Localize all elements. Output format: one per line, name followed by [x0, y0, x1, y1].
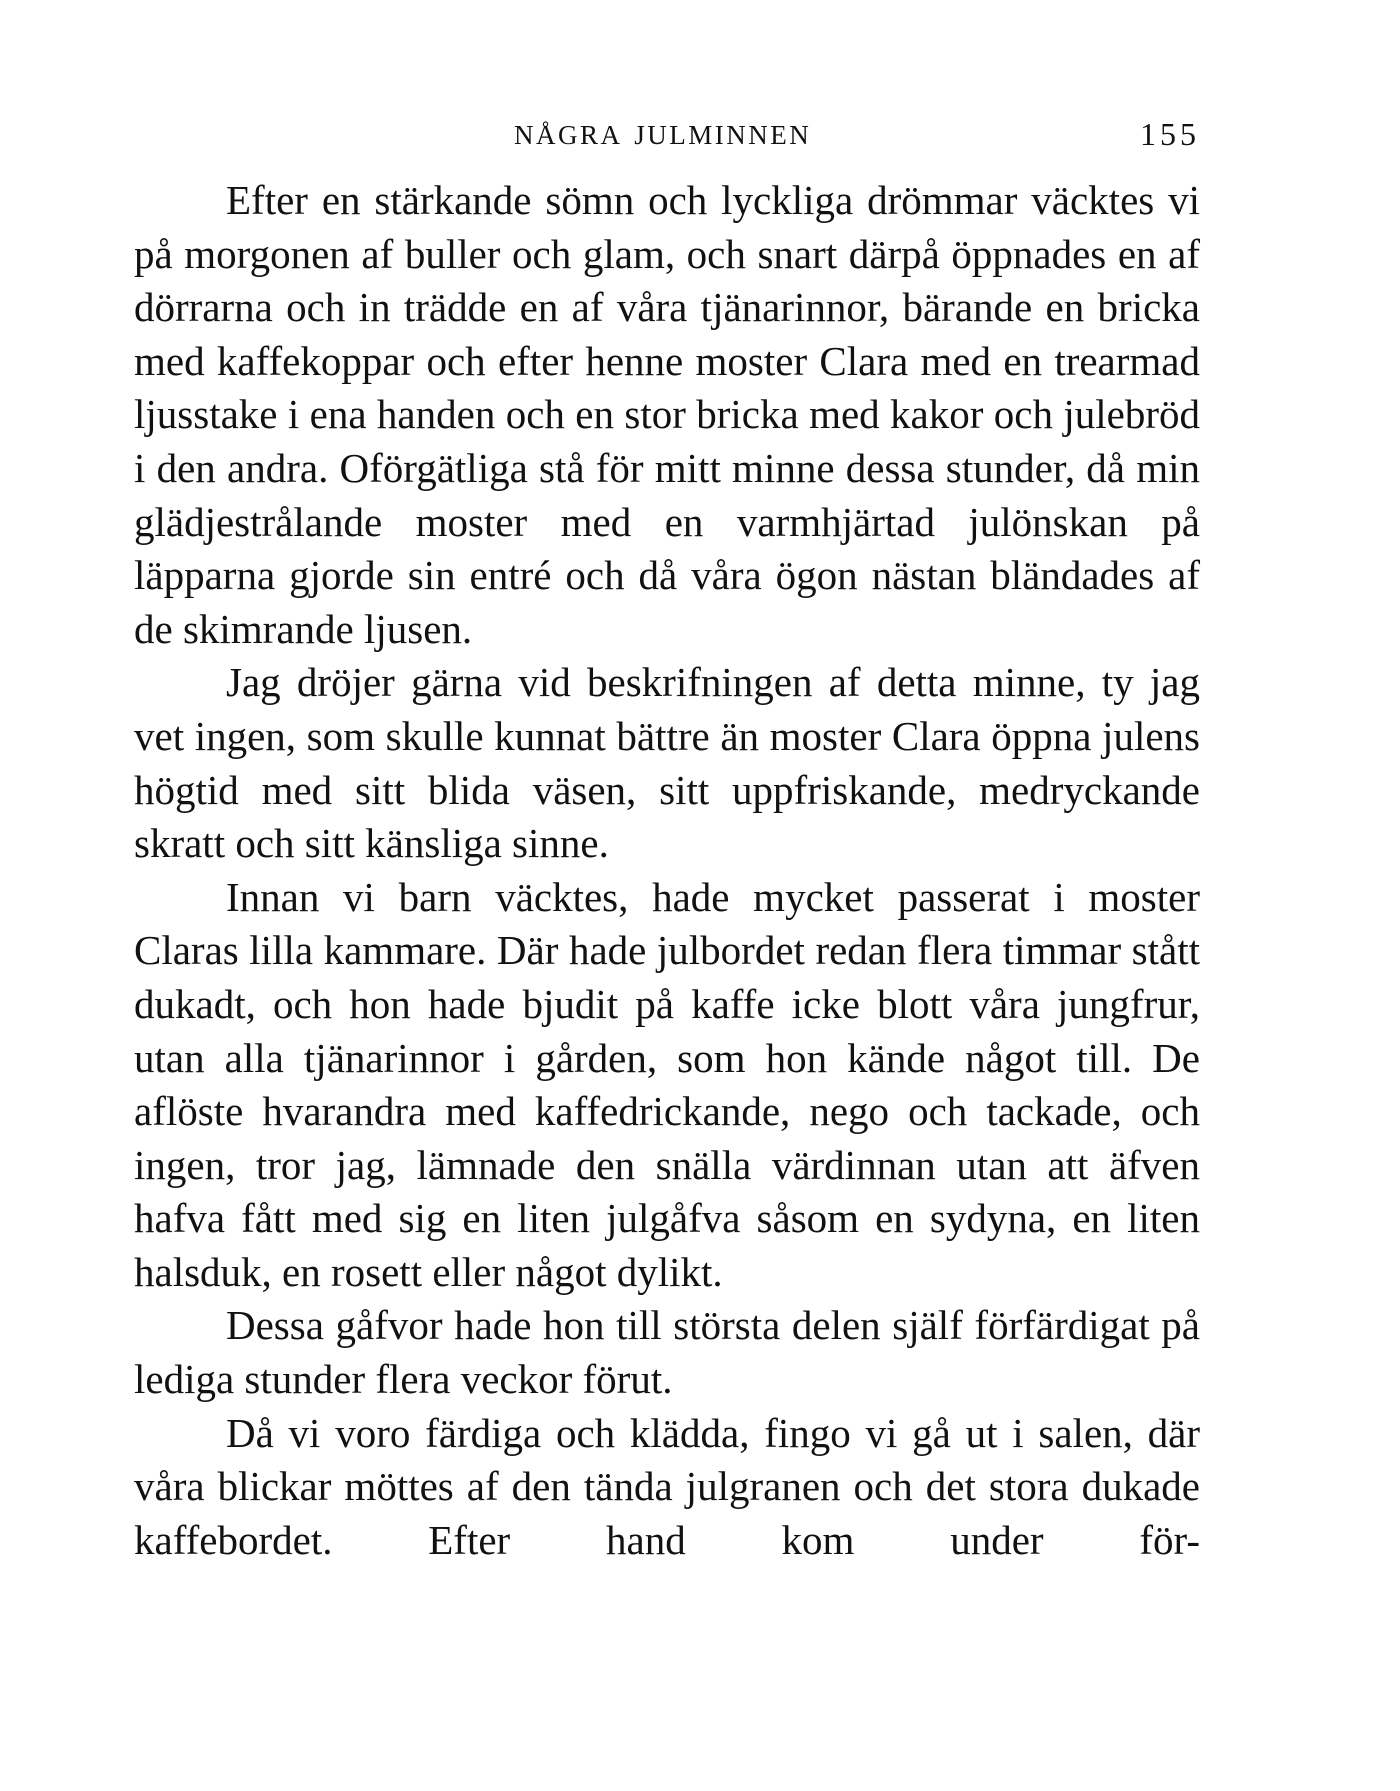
- book-page: [134, 110, 1200, 1567]
- paragraph-3: Innan vi barn väcktes, hade mycket passerat i moster Claras lilla kammare. Där hade julbordet redan flera timmar stått dukadt, och hon hade bjudit på kaffe icke blott våra jungfrur, utan alla tjänarinnor i gården, som hon kände något till. De aflöste hvarandra med kaffedrickande, nego och tackade, och ingen, tror jag, lämnade den snälla värdinnan utan att äfven hafva fått med sig en liten julgåfva såsom en sydyna, en liten halsduk, en rosett eller något dylikt.: [134, 873, 1200, 1295]
- body-text: [134, 174, 1200, 1567]
- paragraph-2: Jag dröjer gärna vid beskrifningen af detta minne, ty jag vet ingen, som skulle kunnat bättre än moster Clara öppna julens högtid med sitt blida väsen, sitt uppfriskande, medryckande skratt och sitt känsliga sinne.: [134, 659, 1200, 867]
- page-number: 155: [1140, 116, 1200, 152]
- paragraph-1: Efter en stärkande sömn och lyckliga drömmar väcktes vi på morgonen af buller och glam, och snart därpå öppnades en af dörrarna och in trädde en af våra tjänarinnor, bärande en bricka med kaffekoppar och efter henne moster Clara med en trearmad ljusstake i ena handen och en stor bricka med kakor och julebröd i den andra. Oförgätliga stå för mitt minne dessa stunder, då min glädjestrålande moster med en varmhjärtad julönskan på läpparna gjorde sin entré och då våra ögon nästan bländades af de skimrande ljusen.: [134, 177, 1200, 652]
- paragraph-5: Då vi voro färdiga och klädda, fingo vi gå ut i salen, där våra blickar möttes af den tända julgranen och det stora dukade kaffebordet. Efter hand kom under för-: [134, 1409, 1200, 1563]
- paragraph-4: Dessa gåfvor hade hon till största delen själf förfärdigat på lediga stunder flera veckor förut.: [134, 1302, 1200, 1403]
- running-head: [134, 110, 1200, 156]
- running-title: NÅGRA JULMINNEN: [514, 120, 812, 150]
